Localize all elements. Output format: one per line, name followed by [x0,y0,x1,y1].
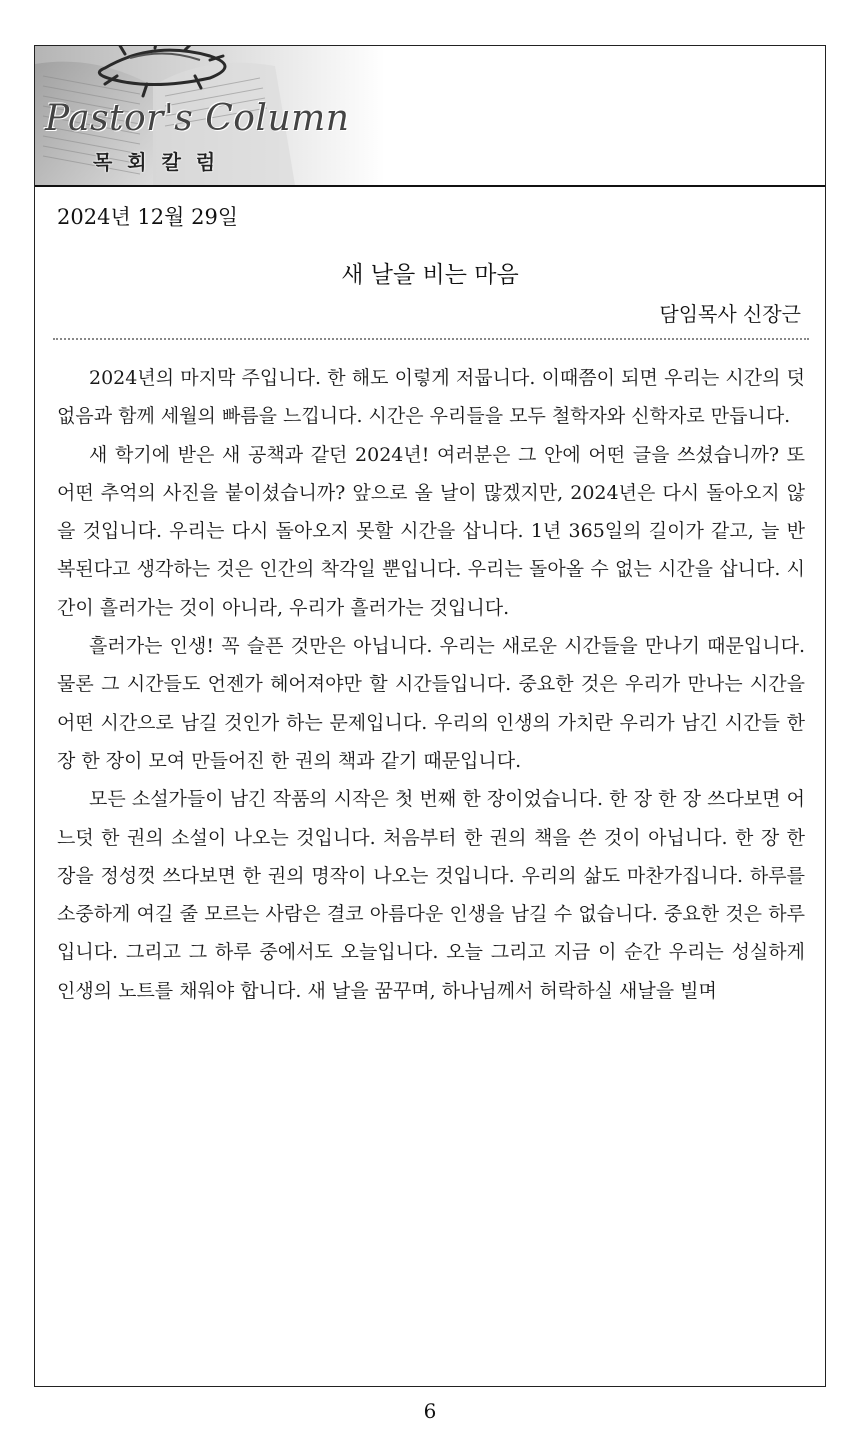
column-title-korean: 목 회 칼 럼 [93,150,220,174]
column-title-english: Pastor's Column [45,98,350,139]
column-header [35,46,825,185]
article-date: 2024년 12월 29일 [57,205,239,229]
paragraph: 모든 소설가들이 남긴 작품의 시작은 첫 번째 한 장이었습니다. 한 장 한 장 쓰다보면 어느덧 한 권의 소설이 나오는 것입니다. 처음부터 한 권의 책을 쓴 것이 아닙니다. 한 장 한 장을 정성껏 쓰다보면 한 권의 명작이 나오는 것입니다. 우리의 삶도 마찬가집니다. 하루를 소중하게 여길 줄 모르는 사람은 결코 아름다운 인생을 남길 수 없습니다. 중요한 것은 하루입니다. 그리고 그 하루 중에서도 오늘입니다. 오늘 그리고 지금 이 순간 우리는 성실하게 인생의 노트를 채워야 합니다. 새 날을 꿈꾸며, 하나님께서 허락하실 새날을 빌며 [57,788,805,1002]
page-number: 6 [423,1399,437,1423]
dotted-divider [53,338,809,340]
paragraph: 2024년의 마지막 주입니다. 한 해도 이렇게 저뭅니다. 이때쯤이 되면 우리는 시간의 덧없음과 함께 세월의 빠름을 느낍니다. 시간은 우리들을 모두 철학자와 신학자로 만듭니다. [57,367,805,428]
article-body [57,359,805,1010]
pastor-column-banner [35,46,385,185]
column-frame [34,45,826,1387]
article-title: 새 날을 비는 마음 [341,262,519,288]
article-author: 담임목사 신장근 [659,302,801,326]
paragraph: 흘러가는 인생! 꼭 슬픈 것만은 아닙니다. 우리는 새로운 시간들을 만나기 때문입니다. 물론 그 시간들도 언젠가 헤어져야만 할 시간들입니다. 중요한 것은 우리가 만나는 시간을 어떤 시간으로 남길 것인가 하는 문제입니다. 우리의 인생의 가치란 우리가 남긴 시간들 한 장 한 장이 모여 만들어진 한 권의 책과 같기 때문입니다. [57,635,805,772]
paragraph: 새 학기에 받은 새 공책과 같던 2024년! 여러분은 그 안에 어떤 글을 쓰셨습니까? 또 어떤 추억의 사진을 붙이셨습니까? 앞으로 올 날이 많겠지만, 2024년은 다시 돌아오지 않을 것입니다. 우리는 다시 돌아오지 못할 시간을 삽니다. 1년 365일의 길이가 같고, 늘 반복된다고 생각하는 것은 인간의 착각일 뿐입니다. 우리는 돌아올 수 없는 시간을 삽니다. 시간이 흘러가는 것이 아니라, 우리가 흘러가는 것입니다. [57,443,805,619]
header-divider [35,185,825,187]
